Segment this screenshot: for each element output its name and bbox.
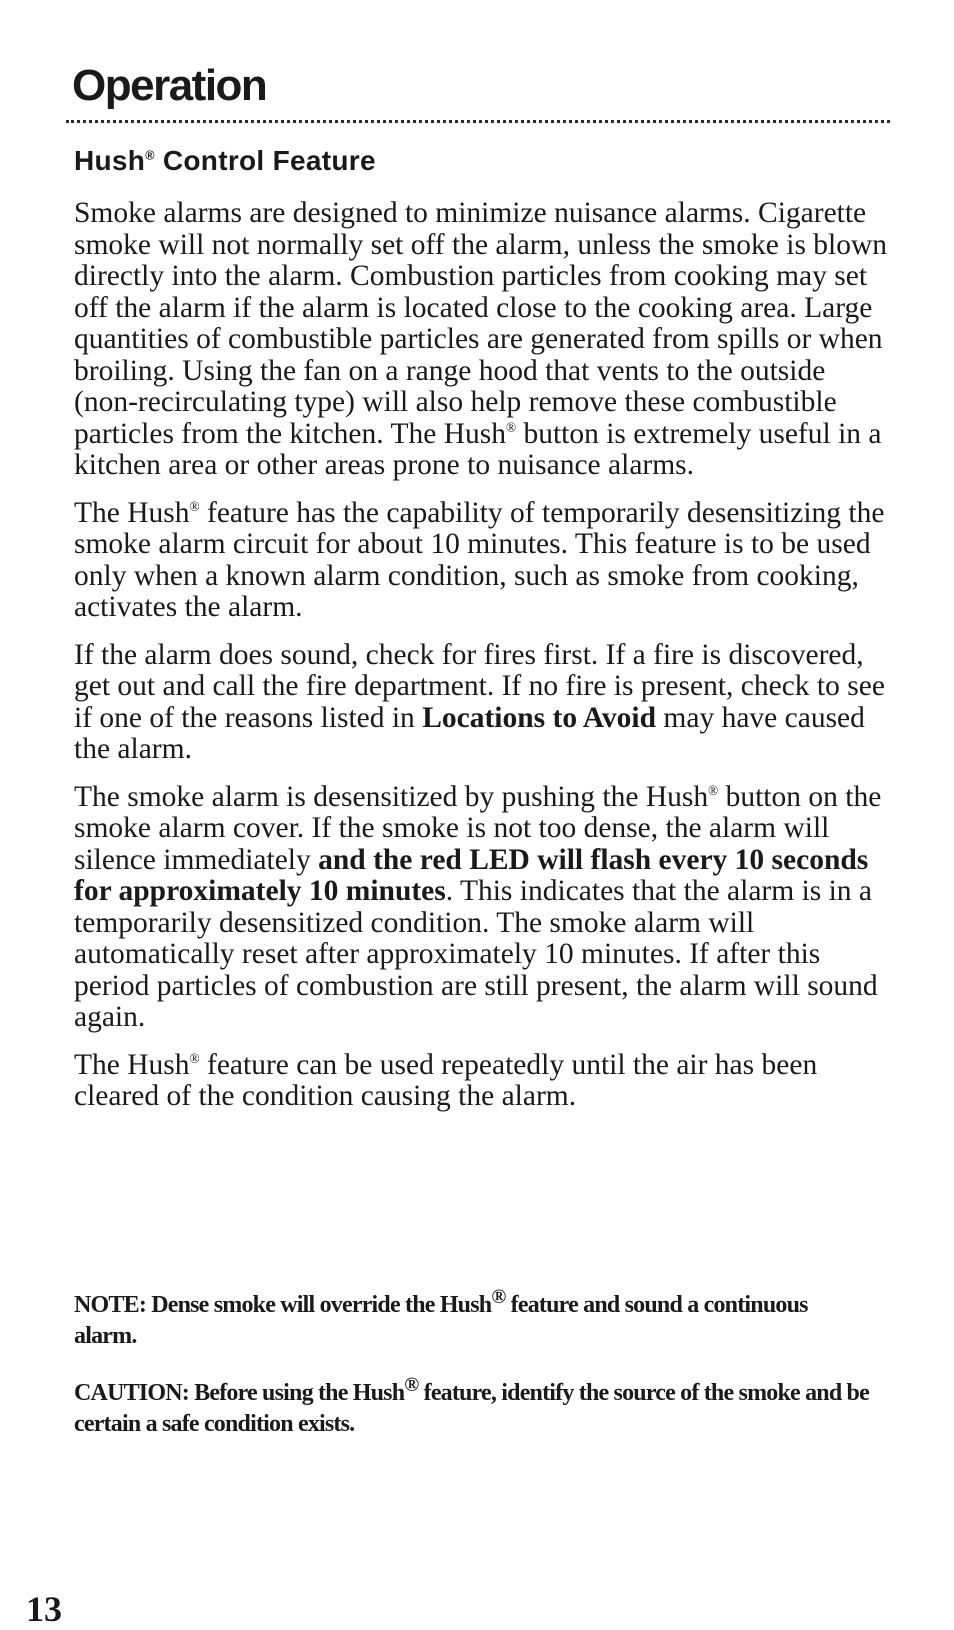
paragraph-5-text-a: The Hush [74, 1048, 190, 1081]
body-text [74, 198, 894, 1129]
section-title-rest: Control Feature [154, 145, 376, 176]
paragraph-3 [74, 640, 894, 766]
paragraph-5-text-b: feature can be used repeatedly until the air has been cleared of the condition causing the alarm. [74, 1048, 818, 1112]
paragraph-4-text-a: The smoke alarm is desensitized by pushing the Hush [74, 780, 709, 813]
registered-mark: ® [145, 148, 155, 163]
paragraph-1 [74, 198, 894, 482]
notes-block [74, 1282, 874, 1458]
paragraph-4-text-c: . This indicates that the alarm is in a temporarily desensitized condition. The smoke alarm will automatically reset after approximately 10 minutes. If after this period particles of combustion are still present, the alarm will sound again. [74, 875, 878, 1033]
page-title: Operation [72, 61, 267, 110]
section-title-main: Hush [74, 145, 146, 176]
registered-mark: ® [491, 1286, 506, 1308]
registered-mark: ® [708, 782, 719, 798]
paragraph-2 [74, 498, 894, 624]
paragraph-2-text-b: feature has the capability of temporarily desensitizing the smoke alarm circuit for about 10 minutes. This feature is to be used only when a known alarm condition, such as smoke from cooking, activates the alarm. [74, 496, 885, 623]
paragraph-3-text-b: may have caused the alarm. [74, 701, 865, 765]
locations-to-avoid-reference: Locations to Avoid [422, 701, 657, 734]
registered-mark: ® [189, 498, 200, 514]
note-text-b: feature and sound a continuous alarm. [74, 1292, 808, 1349]
paragraph-1-text-a: Smoke alarms are designed to minimize nuisance alarms. Cigarette smoke will not normally set off the alarm, unless the smoke is blown directly into the alarm. Combustion particles from cooking may set off the alarm if the alarm is located close to the cooking area. Large quantities of combustible particles are generated from spills or when broiling. Using the fan on a range hood that vents to the outside (non-recirculating type) will also help remove these combustible particles from the kitchen. The Hush [74, 197, 888, 450]
caution [74, 1370, 874, 1440]
section-title [74, 144, 376, 178]
registered-mark: ® [404, 1374, 419, 1396]
caution-text-a: CAUTION: Before using the Hush [74, 1380, 405, 1406]
paragraph-2-text-a: The Hush [74, 496, 190, 529]
registered-mark: ® [189, 1050, 200, 1066]
dotted-divider [66, 120, 890, 123]
page-number: 13 [26, 1589, 62, 1629]
registered-mark: ® [506, 419, 517, 435]
paragraph-5 [74, 1050, 894, 1113]
paragraph-1-text-b: button is extremely useful in a kitchen area or other areas prone to nuisance alarms. [74, 417, 882, 481]
paragraph-3-text-a: If the alarm does sound, check for fires first. If a fire is discovered, get out and call the fire department. If no fire is present, check to see if one of the reasons listed in [74, 638, 885, 734]
paragraph-4-text-b: button on the smoke alarm cover. If the smoke is not too dense, the alarm will silence immediately [74, 780, 882, 876]
note [74, 1282, 874, 1352]
note-text-a: NOTE: Dense smoke will override the Hush [74, 1292, 492, 1318]
led-flash-emphasis: and the red LED will flash every 10 seconds for approximately 10 minutes [74, 843, 869, 907]
paragraph-4 [74, 782, 894, 1034]
caution-text-b: feature, identify the source of the smoke and be certain a safe condition exists. [74, 1380, 869, 1437]
